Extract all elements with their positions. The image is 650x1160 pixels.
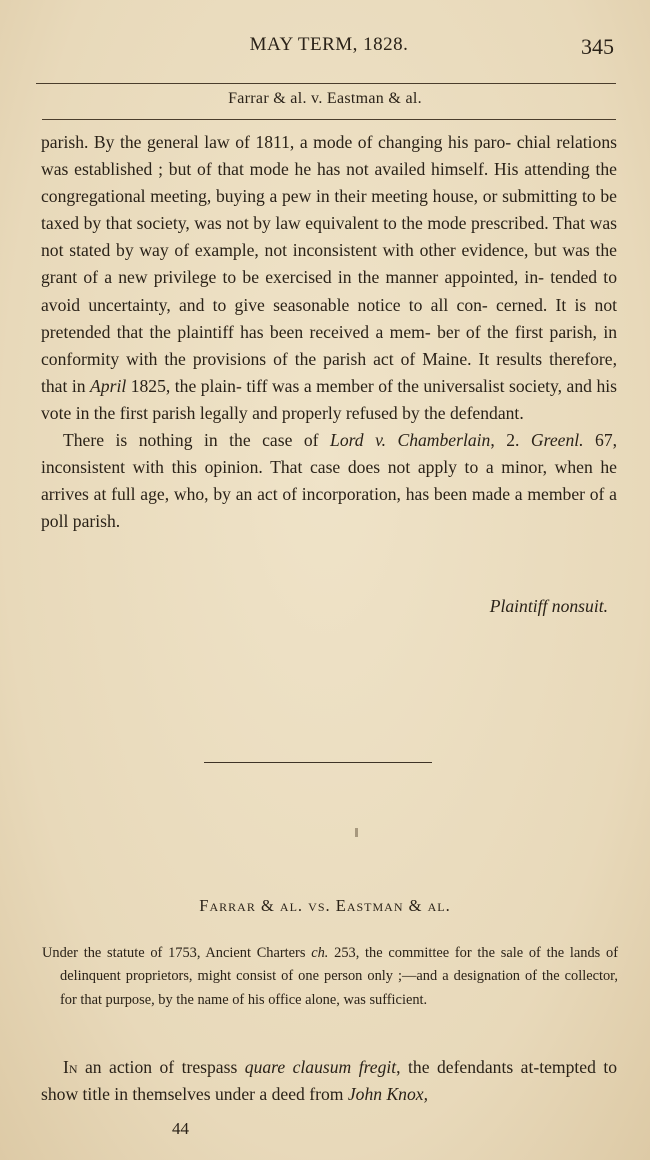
section-divider (204, 762, 432, 763)
paragraph-2 (41, 427, 617, 535)
text-line: act of Maine. It results therefore, that in (41, 348, 617, 396)
text-line: their meeting house, or submitting to be taxed by that society, was (41, 186, 617, 234)
text-line: by way of example, not inconsistent with other evidence, but was the (116, 240, 617, 261)
text-run: 67, inconsistent with this opinion. That case does not apply to a minor, when he arrives at full age, who, by an act of incorporation, has been made a member of a poll parish. (41, 430, 618, 532)
text-line: first parish legally and properly refused by the defendant. (119, 402, 524, 423)
page-number: 345 (581, 34, 614, 59)
paper-speck (355, 828, 358, 837)
opinion-text (41, 129, 617, 535)
text-line: ber of the first parish, in conformity with the provisions of the parish (41, 321, 618, 369)
paragraph-1 (41, 129, 617, 427)
header-rule (36, 83, 616, 84)
lead-word: In (63, 1057, 78, 1077)
text-line: tended to avoid uncertainty, and to give seasonable notice to all con- (41, 267, 617, 315)
second-case-title: Farrar & al. vs. Eastman & al. (199, 896, 451, 915)
case-head-rule (42, 119, 616, 120)
text-run: , 2. (490, 430, 531, 451)
reporter-citation: Greenl. (530, 430, 584, 451)
text-run: an action of trespass (77, 1057, 245, 1077)
chapter-abbrev: ch. (311, 945, 329, 961)
text-line: cerned. It is not pretended that the plaintiff has been received a mem- (41, 294, 617, 342)
text-line: parish. By the general law of 1811, a mode of changing his paro- (41, 132, 512, 152)
headnote (42, 942, 618, 1012)
case-head: Farrar & al. v. Eastman & al. (228, 90, 422, 107)
text-run: 253, the committee for the sale of the lands of delinquent proprietors, might consist of one person only ;—and a designation of the collector, for that purpose, by the name of his office alone, was sufficient. (60, 945, 618, 1008)
text-line: himself. His attending the congregational meeting, buying a pew in (41, 159, 617, 207)
party-name: John Knox, (347, 1084, 428, 1104)
case-citation: Lord v. Chamberlain (330, 430, 491, 451)
latin-phrase: quare clausum fregit (244, 1057, 397, 1077)
text-line: not by law equivalent to the mode prescribed. That was not stated (41, 213, 618, 261)
text-run: , the defendants at-tempted to show title in themselves under a deed from (41, 1057, 618, 1104)
opening-paragraph (41, 1054, 617, 1108)
month-name: April (90, 375, 127, 396)
running-title: MAY TERM, 1828. (249, 34, 409, 55)
text-run: Under the statute of 1753, Ancient Charters (42, 945, 312, 961)
verdict: Plaintiff nonsuit. (489, 596, 608, 616)
text-line: tiff was a member of the universalist society, and his vote in the (41, 375, 617, 423)
text-line: chial relations was established ; but of that mode he has not availed (41, 132, 618, 180)
text-line: 1825, the plain- (126, 375, 242, 396)
text-run: There is nothing in the case of (63, 430, 331, 451)
signature-mark: 44 (172, 1119, 189, 1138)
running-head (40, 34, 618, 64)
text-line: grant of a new privilege to be exercised in the manner appointed, in- (41, 267, 544, 288)
